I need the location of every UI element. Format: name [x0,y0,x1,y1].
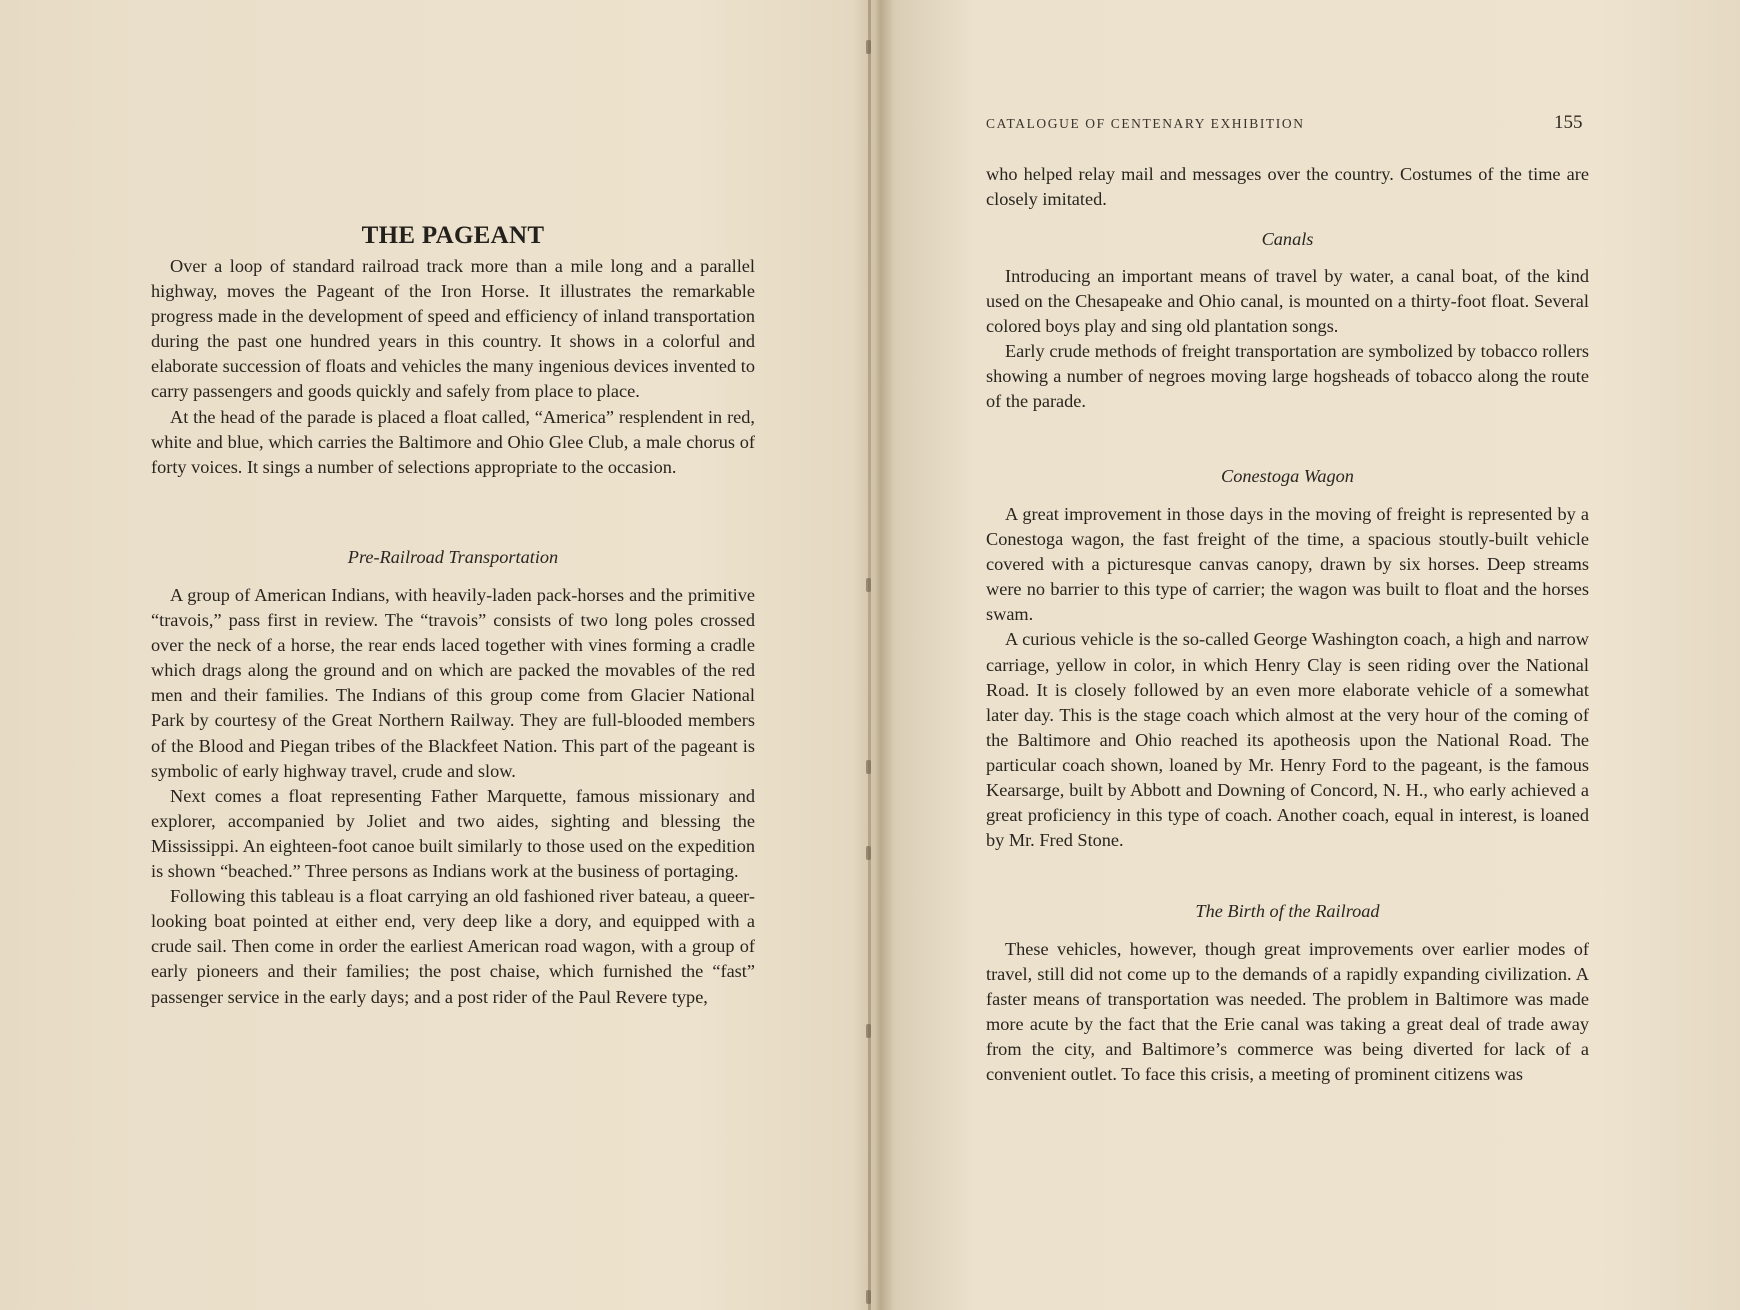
section-heading-pre-railroad: Pre-Railroad Transportation [347,547,559,567]
pre-railroad-text [151,583,755,1010]
page-number: 155 [1554,112,1583,133]
paragraph: These vehicles, however, though great improvements over earlier modes of travel, still did not come up to the demands of a rapidly expanding civilization. A faster means of transportation was needed. The problem in Baltimore was made more acute by the fact that the Erie canal was taking a great deal of trade away from the city, and Baltimore’s commerce was being diverted for lack of a convenient outlet. To face this crisis, a meeting of prominent citizens was [986,939,1589,1085]
paragraph: who helped relay mail and messages over the country. Costumes of the time are closely imitated. [986,164,1589,210]
railroad-text [986,937,1589,1088]
conestoga-text [986,502,1589,853]
section-heading-wrapper [151,547,755,568]
paragraph: A curious vehicle is the so-called George Washington coach, a high and narrow carriage, yellow in color, in which Henry Clay is seen riding over the National Road. It is closely followed by an even more elaborate vehicle of a somewhat later day. This is the stage coach which almost at the very hour of the coming of the Baltimore and Ohio reached its apotheosis upon the National Road. The particular coach shown, loaned by Mr. Henry Ford to the pageant, is the famous Kearsarge, built by Abbott and Downing of Concord, N. H., who early achieved a great proficiency in this type of coach. Another coach, equal in interest, is loaned by Mr. Fred Stone. [986,629,1589,851]
section-heading-conestoga: Conestoga Wagon [1221,466,1354,486]
section-heading-wrapper [986,466,1589,487]
section-heading-canals: Canals [1261,229,1314,249]
section-heading-railroad: The Birth of the Railroad [1195,901,1380,921]
paragraph: A group of American Indians, with heavily-laden pack-horses and the primitive “travois,” pass first in review. The “travois” consists of two long poles crossed over the neck of a horse, the rear ends laced together with vines forming a cradle which drags along the ground and on which are packed the movables of the red men and their families. The Indians of this group come from Glacier National Park by courtesy of the Great Northern Railway. They are full-blooded members of the Blood and Piegan tribes of the Blackfeet Nation. This part of the pageant is symbolic of early highway travel, crude and slow. [151,585,755,781]
section-heading-wrapper [986,229,1589,250]
paragraph: A great improvement in those days in the moving of freight is represented by a Conestoga wagon, the fast freight of the time, a spacious stoutly-built vehicle covered with a picturesque canvas canopy, drawn by six horses. Deep streams were no barrier to this type of carrier; the wagon was built to float and the horses swam. [986,504,1589,625]
paragraph: Next comes a float representing Father Marquette, famous missionary and explorer, accompanied by Joliet and two aides, sighting and blessing the Mississippi. An eighteen-foot canoe built similarly to those used on the expedition is shown “beached.” Three persons as Indians work at the business of portaging. [151,785,755,882]
paragraph: Over a loop of standard railroad track more than a mile long and a parallel highway, moves the Pageant of the Iron Horse. It illustrates the remarkable progress made in the development of speed and efficiency of inland transportation during the past one hundred years in this country. It shows in a colorful and elaborate succession of floats and vehicles the many ingenious devices invented to carry passengers and goods quickly and safely from place to place. [151,256,755,402]
left-page [0,0,868,1310]
paragraph: Following this tableau is a float carrying an old fashioned river bateau, a queer-looking boat pointed at either end, very deep like a dory, and equipped with a crude sail. Then come in order the earliest American road wagon, with a group of early pioneers and their families; the post chaise, which furnished the “fast” passenger service in the early days; and a post rider of the Paul Revere type, [151,886,755,1007]
paragraph: At the head of the parade is placed a float called, “America” resplendent in red, white and blue, which carries the Baltimore and Ohio Glee Club, a male chorus of forty voices. It sings a number of selections appropriate to the occasion. [151,406,755,477]
spine-mark [866,1290,871,1304]
spine-mark [866,1024,871,1038]
intro-text [151,254,755,480]
page-title: THE PAGEANT [361,221,545,249]
paragraph: Early crude methods of freight transportation are symbolized by tobacco rollers showing a number of negroes moving large hogsheads of tobacco along the route of the parade. [986,341,1589,412]
canals-text [986,264,1589,415]
book-gutter [868,0,871,1310]
running-head: CATALOGUE OF CENTENARY EXHIBITION [986,116,1305,131]
paragraph: Introducing an important means of travel by water, a canal boat, of the kind used on the Chesapeake and Ohio canal, is mounted on a thirty-foot float. Several colored boys play and sing old plantation songs. [986,266,1589,337]
continuation-text [986,162,1589,212]
spine-mark [866,578,871,592]
spine-mark [866,846,871,860]
right-page [872,0,1740,1310]
spine-mark [866,760,871,774]
spine-mark [866,40,871,54]
section-heading-wrapper [986,901,1589,922]
